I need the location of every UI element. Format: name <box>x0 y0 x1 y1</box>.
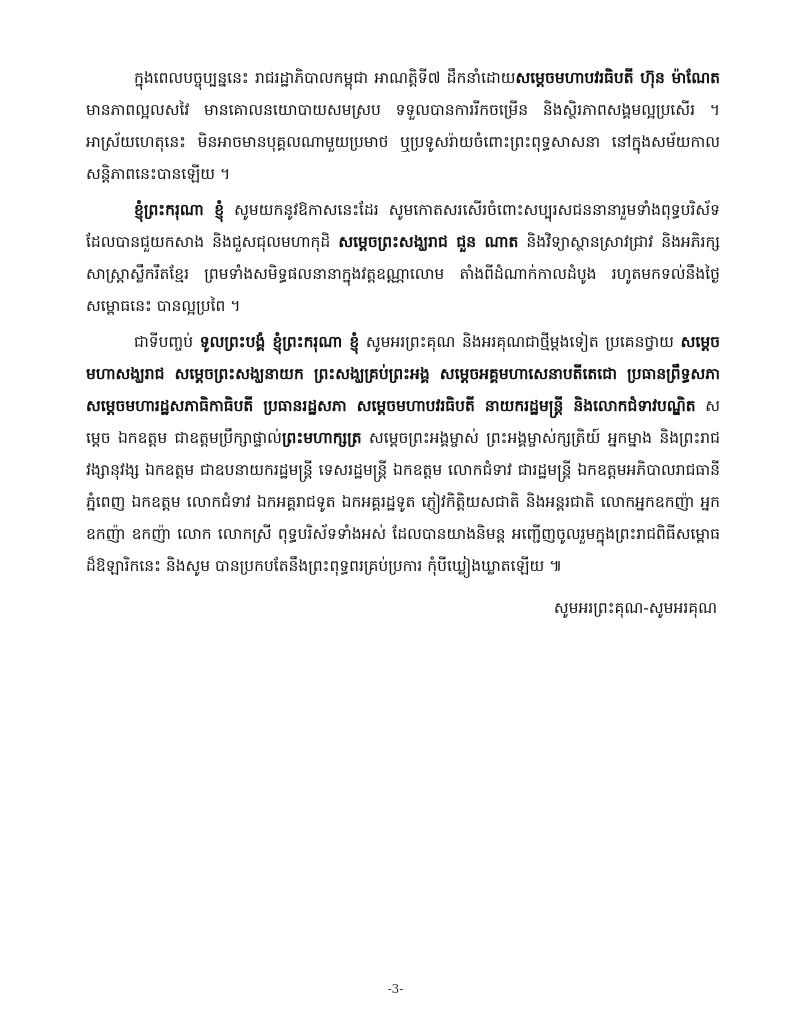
page-number: -3- <box>387 982 404 996</box>
paragraph-3-text-1: ជាទីបញ្ចប់ <box>134 333 200 351</box>
closing-thanks: សូមអរព្រះគុណ-សូមអរគុណ <box>553 599 717 617</box>
paragraph-3-text-3: សម្តេច ឯកឧត្តម ជាឧត្តមប្រឹក្សាផ្ទាល់ <box>86 397 720 447</box>
paragraph-1-text-1: ក្នុងពេលបច្ចុប្បន្ននេះ រាជរដ្ឋាភិបាលកម្ពុជា អាណត្តិទី៧ ដឹកនាំដោយ <box>134 69 516 87</box>
paragraph-2-bold-2: សម្តេចព្រះសង្ឃរាជ ជួន ណាត <box>338 233 519 251</box>
paragraph-1-bold-1: សម្តេចមហាបវរធិបតី ហ៊ុន ម៉ាណែត <box>515 69 720 87</box>
paragraph-3-text-2: សូមអរព្រះគុណ និងអរគុណជាថ្មីម្តងទៀត ប្រគេនថ្វាយ <box>359 333 681 351</box>
paragraph-3-bold-1: ទូលព្រះបង្គំ ខ្ញុំព្រះករុណា ខ្ញុំ <box>199 333 360 351</box>
document-body <box>86 62 720 586</box>
paragraph-2-bold-1: ខ្ញុំព្រះករុណា ខ្ញុំ <box>134 201 225 219</box>
paragraph-1-text-2: មានភាពល្អលសវៃ មានគោលនយោបាយសមស្រប ទទួលបានការរីកចម្រើន និងស្ថិរភាពសង្គមល្អប្រសើរ ។ អាស្រ័យហេតុនេះ មិនអាចមានបុគ្គលណាមួយប្រមាថ ឬប្រទូសរ៉ាយចំពោះព្រះពុទ្ធសាសនា នៅក្នុងសម័យកាលសន្តិភាពនេះបានឡើយ ។ <box>86 101 720 183</box>
paragraph-3-bold-2: សម្តេចមហាសង្ឃរាជ សម្តេចព្រះសង្ឃនាយក ព្រះសង្ឃគ្រប់ព្រះអង្គ សម្តេចអគ្គមហាសេនាបតីតេជោ ប្រធានព្រឹទ្ធសភា សម្តេចមហារដ្ឋសភាធិកាធិបតី ប្រធានរដ្ឋសភា សម្តេចមហាបវរធិបតី នាយករដ្ឋមន្ត្រី និងលោកជំទាវបណ្ឌិត <box>86 333 720 415</box>
paragraph-3 <box>86 326 720 582</box>
paragraph-1 <box>86 62 720 190</box>
paragraph-2 <box>86 194 720 322</box>
paragraph-3-text-4: សម្តេចព្រះអង្គម្ចាស់ ព្រះអង្គម្ចាស់ក្សត្រិយ៍ អ្នកម្នាង និងព្រះរាជវង្សានុវង្ស ឯកឧត្តម ជាឧបនាយករដ្ឋមន្ត្រី ទេសរដ្ឋមន្ត្រី ឯកឧត្តម លោកជំទាវ ជារដ្ឋមន្ត្រី ឯកឧត្តមអភិបាលរាជធានីភ្នំពេញ ឯកឧត្តម លោកជំទាវ ឯកអគ្គរាជទូត ឯកអគ្គរដ្ឋទូត ភ្ញៀវកិត្តិយសជាតិ និងអន្តរជាតិ លោកអ្នកឧកញ៉ា អ្នកឧកញ៉ា ឧកញ៉ា លោក លោកស្រី ពុទ្ធបរិស័ទទាំងអស់ ដែលបានយាងនិមន្ត អញ្ជើញចូលរួមក្នុងព្រះរាជពិធីសម្ពោធដ៏ឱឡារិកនេះ និងសូម បានប្រកបតែនឹងព្រះពុទ្ធពរគ្រប់ប្រការ កុំបីឃ្លៀងឃ្លាតឡើយ ៕ <box>86 429 720 575</box>
paragraph-3-bold-3: ព្រះមហាក្សត្រ <box>281 429 362 447</box>
paragraph-2-text-2: និងវិទ្យាស្ថានស្រាវជ្រាវ និងអភិរក្សសាស្ត្រាស្លឹករឹតខ្មែរ ព្រមទាំងសមិទ្ធផលនានាក្នុងវត្តឧណ្ណាលោម តាំងពីដំណាក់កាលដំបូង រហូតមកទល់នឹងថ្ងៃសម្ពោធនេះ បានល្អប្រពៃ ។ <box>86 233 720 315</box>
paragraph-2-text-1: សូមយកនូវឱកាសនេះដែរ សូមកោតសរសើរចំពោះសប្បុរសជននានារួមទាំងពុទ្ធបរិស័ទ ដែលបានជួយកសាង និងជួសជុលមហាកុដិ <box>86 201 720 251</box>
